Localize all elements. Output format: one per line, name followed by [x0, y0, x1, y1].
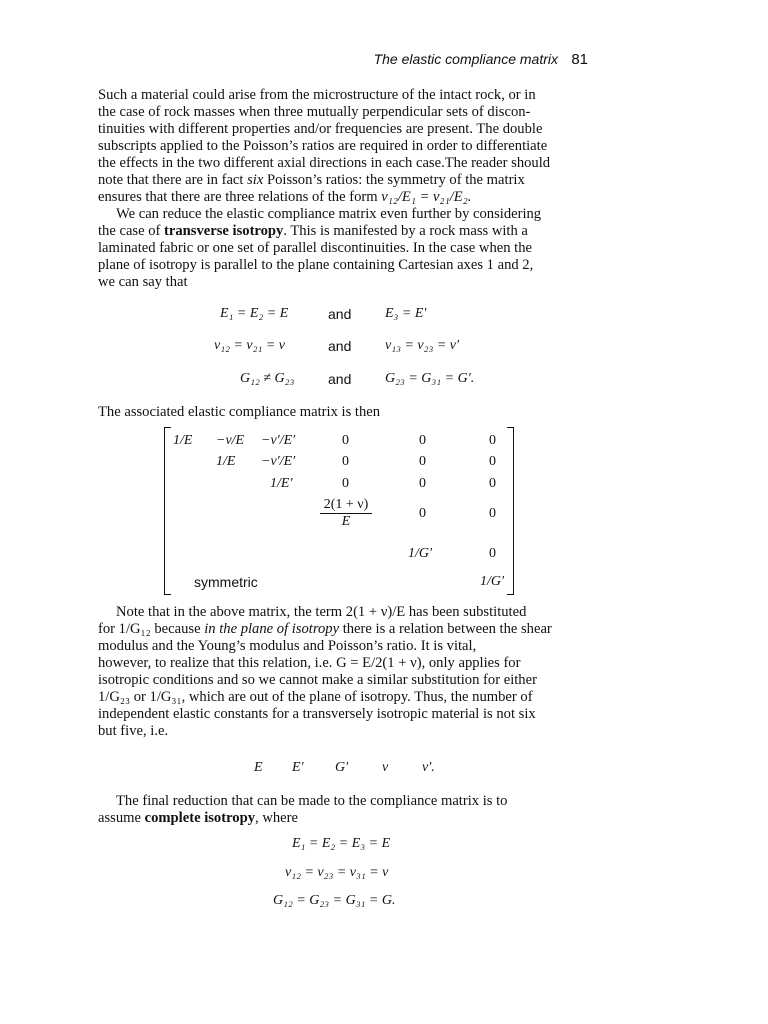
- matrix-cell: 0: [342, 476, 349, 491]
- matrix-fraction: [320, 497, 372, 530]
- text-line: Note that in the above matrix, the term 2(1 + ν)/E has been substituted: [116, 604, 527, 620]
- text-line: the effects in the two different axial directions in each case.The reader should: [98, 155, 551, 171]
- text-line: modulus and the Young’s modulus and Poisson’s ratio. It is vital,: [98, 638, 477, 654]
- matrix-cell: 0: [342, 454, 349, 469]
- matrix-cell: 0: [489, 506, 496, 521]
- matrix-cell: 0: [489, 546, 496, 561]
- matrix-cell: 0: [489, 454, 496, 469]
- paragraph-2: [98, 206, 590, 291]
- matrix-right-bracket: [507, 427, 514, 595]
- matrix-cell: −ν′/E′: [261, 433, 296, 448]
- inline-formula: ν₁₂/E₁ = ν₂₁/E₂.: [381, 189, 472, 205]
- matrix-intro: The associated elastic compliance matrix is then: [98, 404, 381, 420]
- matrix-left-bracket: [164, 427, 171, 595]
- paragraph-4: [98, 793, 590, 827]
- page-number: 81: [571, 51, 588, 68]
- matrix-cell: 1/E: [216, 454, 236, 469]
- running-header: [98, 51, 588, 71]
- matrix-cell: 0: [419, 433, 426, 448]
- text-line: subscripts applied to the Poisson’s ratios are required in order to differentiate: [98, 138, 548, 154]
- equation-right: G₂₃ = G₃₁ = G′.: [385, 371, 475, 386]
- constant: G′: [335, 760, 349, 775]
- equation-left: ν₁₂ = ν₂₁ = ν: [214, 338, 286, 353]
- matrix-cell: 1/E: [173, 433, 193, 448]
- term-bold: complete isotropy: [144, 810, 256, 826]
- text-line: plane of isotropy is parallel to the plane containing Cartesian axes 1 and 2,: [98, 257, 534, 273]
- matrix-cell: 1/G′: [480, 574, 505, 589]
- text-line: We can reduce the elastic compliance matrix even further by considering: [116, 206, 542, 222]
- text-line: tinuities with different properties and/or frequencies are present. The double: [98, 121, 543, 137]
- matrix-cell: 1/E′: [270, 476, 293, 491]
- fraction-numerator: 2(1 + ν): [320, 497, 372, 514]
- matrix-cell: 1/G′: [408, 546, 433, 561]
- text-line: the case of rock masses when three mutually perpendicular sets of discon-: [98, 104, 531, 120]
- constant: E: [254, 760, 263, 775]
- paragraph-1: [98, 87, 590, 206]
- emphasis: six: [247, 172, 264, 188]
- equation-left: G₁₂ ≠ G₂₃: [240, 371, 295, 386]
- text-line: for 1/G₁₂ because in the plane of isotropy there is a relation between the shear: [98, 621, 552, 637]
- matrix-cell: 0: [419, 454, 426, 469]
- matrix-cell: 0: [489, 433, 496, 448]
- text-line: ensures that there are three relations of the form ν₁₂/E₁ = ν₂₁/E₂.: [98, 189, 472, 205]
- running-title: The elastic compliance matrix: [373, 51, 558, 67]
- isotropy-equation-1: E₁ = E₂ = E₃ = E: [292, 836, 391, 851]
- text-line: isotropic conditions and so we cannot make a similar substitution for either: [98, 672, 537, 688]
- text-line: The final reduction that can be made to the compliance matrix is to: [116, 793, 508, 809]
- equation-right: ν₁₃ = ν₂₃ = ν′: [385, 338, 460, 353]
- constant: E′: [292, 760, 304, 775]
- matrix-cell: −ν/E: [216, 433, 245, 448]
- text-line: assume complete isotropy, where: [98, 810, 298, 826]
- isotropy-equation-3: G₁₂ = G₂₃ = G₃₁ = G.: [273, 893, 396, 908]
- matrix-cell: 0: [489, 476, 496, 491]
- matrix-cell: 0: [419, 476, 426, 491]
- text-line: we can say that: [98, 274, 188, 290]
- text-line: 1/G₂₃ or 1/G₃₁, which are out of the plane of isotropy. Thus, the number of: [98, 689, 533, 705]
- text-line: the case of transverse isotropy. This is manifested by a rock mass with a: [98, 223, 528, 239]
- compliance-matrix: [164, 427, 514, 595]
- equation-left: E₁ = E₂ = E: [220, 306, 289, 321]
- text-line: but five, i.e.: [98, 723, 169, 739]
- equation-conjunction: and: [328, 306, 352, 322]
- matrix-cell: 0: [419, 506, 426, 521]
- isotropy-equation-2: ν₁₂ = ν₂₃ = ν₃₁ = ν: [285, 865, 389, 880]
- matrix-cell: 0: [342, 433, 349, 448]
- equation-conjunction: and: [328, 371, 352, 387]
- constant: ν′.: [422, 760, 435, 775]
- symmetric-label: symmetric: [194, 574, 258, 590]
- text-line: laminated fabric or one set of parallel discontinuities. In the case when the: [98, 240, 533, 256]
- fraction-denominator: E: [341, 514, 351, 529]
- matrix-cell: −ν′/E′: [261, 454, 296, 469]
- independent-constants: [250, 760, 490, 780]
- text-line: independent elastic constants for a transversely isotropic material is not six: [98, 706, 536, 722]
- text-line: note that there are in fact six Poisson’s ratios: the symmetry of the matrix: [98, 172, 525, 188]
- constant: ν: [382, 760, 389, 775]
- text-line: however, to realize that this relation, i.e. G = E/2(1 + ν), only applies for: [98, 655, 521, 671]
- emphasis: in the plane of isotropy: [204, 621, 340, 637]
- equation-conjunction: and: [328, 338, 352, 354]
- equation-right: E₃ = E′: [385, 306, 427, 321]
- text-line: Such a material could arise from the microstructure of the intact rock, or in: [98, 87, 536, 103]
- paragraph-3: [98, 604, 590, 740]
- term-bold: transverse isotropy: [164, 223, 284, 239]
